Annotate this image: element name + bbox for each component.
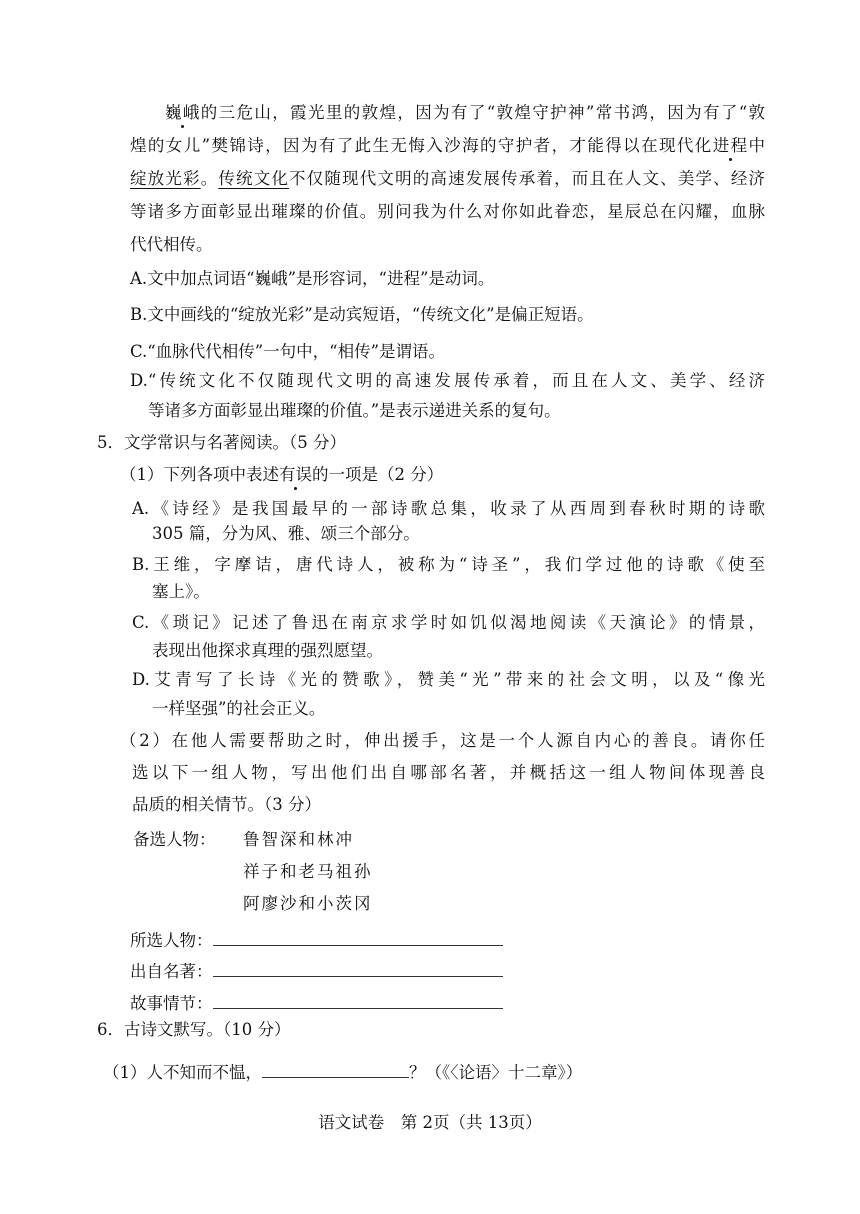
answer-blank-book[interactable] <box>213 958 503 977</box>
candidate-group-1: 鲁智深和林冲 <box>243 830 354 849</box>
answer-field-book: 出自名著： <box>130 958 503 984</box>
q5-sub1-prompt: （1）下列各项中表述有误的一项是（2 分） <box>120 465 444 484</box>
answer-blank-chosen[interactable] <box>213 927 503 946</box>
emphasis-dot-word: 巍峨 <box>165 103 201 122</box>
q5-sub2-line1: （2）在他人需要帮助之时，伸出援手，这是一个人源自内心的善良。请你任 <box>120 731 765 750</box>
q6-title: 6．古诗文默写。（10 分） <box>97 1020 291 1039</box>
q5-option-a-line1: A.《诗经》是我国最早的一部诗歌总集，收录了从西周到春秋时期的诗歌 <box>132 499 765 518</box>
answer-field-chosen: 所选人物： <box>130 927 503 953</box>
underlined-phrase: 绽放光彩 <box>130 169 201 188</box>
q5-option-c-line2: 表现出他探求真理的强烈愿望。 <box>152 641 383 660</box>
q4-option-d-line1: D.“传统文化不仅随现代文明的高速发展传承着，而且在人文、美学、经济 <box>130 371 765 390</box>
passage-line-4: 等诸多方面彰显出璀璨的价值。别问我为什么对你如此眷恋，星辰总在闪耀，血脉 <box>130 202 765 221</box>
answer-field-plot: 故事情节： <box>130 990 503 1016</box>
passage-line-5: 代代相传。 <box>130 235 213 254</box>
candidates-label: 备选人物： <box>133 830 216 849</box>
q4-option-b: B.文中画线的“绽放光彩”是动宾短语，“传统文化”是偏正短语。 <box>130 305 594 324</box>
q5-option-c-line1: C.《琐记》记述了鲁迅在南京求学时如饥似渴地阅读《天演论》的情景， <box>132 613 765 632</box>
q4-option-d-line2: 等诸多方面彰显出璀璨的价值。”是表示递进关系的复句。 <box>148 401 561 420</box>
candidate-group-2: 祥子和老马祖孙 <box>243 862 373 881</box>
q5-sub2-line2: 选以下一组人物，写出他们出自哪部名著，并概括这一组人物间体现善良 <box>132 763 765 782</box>
passage-line-3: 绽放光彩。传统文化不仅随现代文明的高速发展传承着，而且在人文、美学、经济 <box>130 169 766 188</box>
candidate-group-3: 阿廖沙和小茨冈 <box>243 894 373 913</box>
q5-option-d-line1: D.艾青写了长诗《光的赞歌》，赞美“光”带来的社会文明，以及“像光 <box>132 670 765 689</box>
emphasis-dot-word: 进程 <box>712 136 749 155</box>
passage-line-1: 巍峨的三危山，霞光里的敦煌，因为有了“敦煌守护神”常书鸿，因为有了“敦 <box>165 103 765 122</box>
q5-option-b-line1: B.王维，字摩诘，唐代诗人，被称为“诗圣”，我们学过他的诗歌《使至 <box>132 555 765 574</box>
q5-option-a-line2: 305 篇，分为风、雅、颂三个部分。 <box>152 524 420 543</box>
emphasis-dot-word: 有误 <box>279 465 312 484</box>
passage-line-2: 煌的女儿”樊锦诗，因为有了此生无悔入沙海的守护者，才能得以在现代化进程中 <box>130 136 766 155</box>
q6-sub1: （1）人不知而不愠， ？（《〈论语〉十二章》） <box>103 1059 582 1085</box>
q5-option-d-line2: 一样坚强”的社会正义。 <box>152 699 326 718</box>
q5-title: 5．文学常识与名著阅读。（5 分） <box>97 433 346 452</box>
answer-blank-plot[interactable] <box>213 990 503 1009</box>
q4-option-a: A.文中加点词语“巍峨”是形容词，“进程”是动词。 <box>130 269 495 288</box>
page-footer: 语文试卷 第 2页（共 13页） <box>318 1113 542 1132</box>
answer-blank-q6-1[interactable] <box>262 1059 409 1078</box>
q4-option-c: C.“血脉代代相传”一句中，“相传”是谓语。 <box>130 342 446 361</box>
q5-sub2-line3: 品质的相关情节。（3 分） <box>132 795 321 814</box>
underlined-phrase: 传统文化 <box>218 169 290 188</box>
q5-option-b-line2: 塞上》。 <box>152 582 210 601</box>
